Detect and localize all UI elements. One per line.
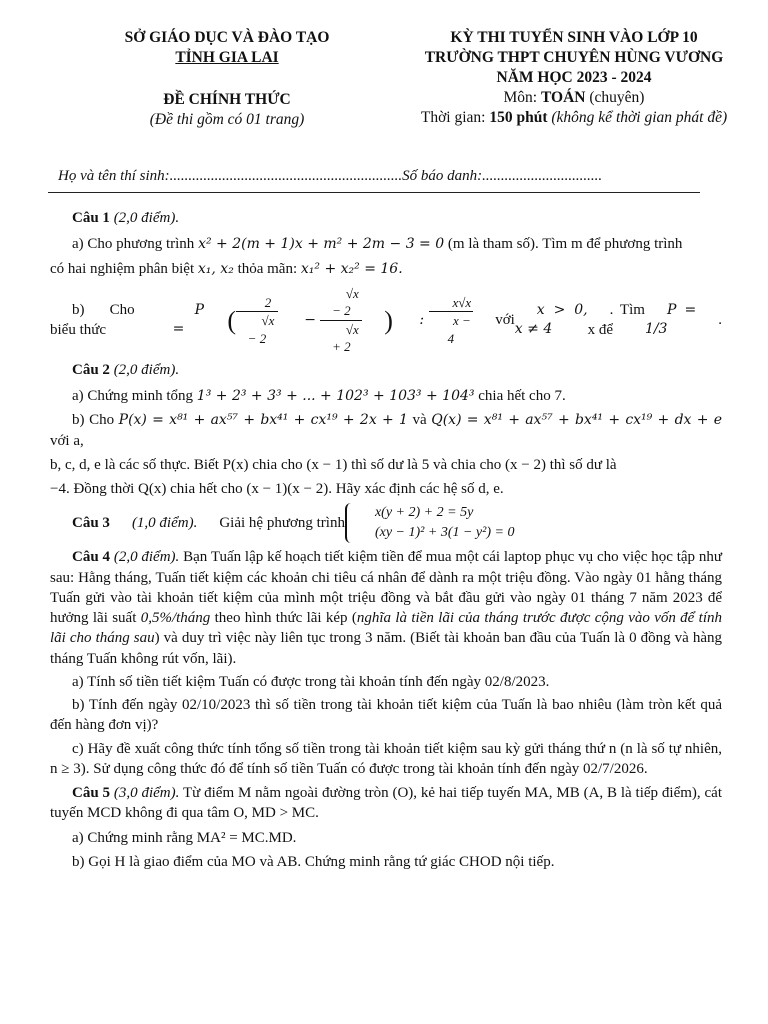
page-count-note: (Đề thi gồm có 01 trang) (149, 111, 305, 128)
q2-poly-q: Q(x) = x⁸¹ + ax⁵⁷ + bx⁴¹ + cx¹⁹ + dx + e (431, 412, 722, 429)
department-name: SỞ GIÁO DỤC VÀ ĐÀO TẠO (124, 29, 330, 46)
time-value: 150 phút (489, 109, 548, 126)
q1-equation: x² + 2(m + 1)x + m² + 2m − 3 = 0 (198, 236, 445, 253)
q1-condition: x₁² + x₂² = 16. (300, 260, 403, 277)
q1-part-b: b) Cho biểu thức P = ( $\frac{2}{√x - 2}$ − $\frac{√x - 2}{√x + 2}$ ) : $\frac{x√x}{x - 4}$ với x > 0, x ≠ 4 . Tìm x để P = 1/3 . (50, 285, 722, 355)
q1-fraction-1: $\frac{2}{√x - 2}$ (236, 294, 278, 348)
q4-part-b: b) Tính đến ngày 02/10/2023 thì số tiền trong tài khoản tiết kiệm của Tuấn là bao nhiêu (làm tròn kết quả đến hàng đơn vị)? (50, 697, 722, 734)
q2-sum: 1³ + 2³ + 3³ + ... + 102³ + 103³ + 104³ (196, 388, 475, 405)
q1-fraction-3: $\frac{x√x}{x - 4}$ (429, 294, 474, 348)
q2-part-b-line2: b, c, d, e là các số thực. Biết P(x) chia cho (x − 1) thì số dư là 5 và chia cho (x − 2) thì số dư là (50, 456, 617, 473)
q2-heading: Câu 2 (2,0 điểm). (72, 361, 180, 378)
q4-part-c: c) Hãy đề xuất công thức tính tổng số tiền trong tài khoản tiết kiệm sau kỳ gửi tháng thứ n (n là số tự nhiên, n ≥ 3). Sử dụng công thức đó để tính số tiền Tuấn có được trong tài khoản tính đến ngày 02/7/2026. (50, 740, 722, 777)
q1-fraction-2: $\frac{√x - 2}{√x + 2}$ (320, 285, 362, 356)
header (52, 0, 728, 160)
q4-intro: Câu 4 (2,0 điểm). Bạn Tuấn lập kế hoạch tiết kiệm tiền để mua một cái laptop phục vụ cho việc học tập như sau: Hằng tháng, Tuấn tiết kiệm các khoản chi tiêu cá nhân để dành ra một triệu đồng. Vào ngày 01 hằng tháng Tuấn gửi vào tài khoản tiết kiệm của mình một triệu đồng và bắt đầu gửi vào ngày 01 tháng 7 năm 2023 để hưởng lãi suất 0,5%/tháng theo hình thức lãi kép (nghĩa là tiền lãi của tháng trước được cộng vào vốn để tính lãi cho tháng sau) và duy trì việc này liên tục trong 3 năm. (Biết tài khoản ban đầu của Tuấn là 0 đồng và hàng tháng Tuấn không rút vốn, lãi). (50, 549, 723, 667)
q1-part-a-cont: có hai nghiệm phân biệt x₁, x₂ thỏa mãn: x₁² + x₂² = 16. (50, 260, 403, 277)
q3: Câu 3 (1,0 điểm). Giải hệ phương trình x(y + 2) + 2 = 5y (xy − 1)² + 3(1 − y²) = 0 (50, 503, 722, 543)
q5-part-b: b) Gọi H là giao điểm của MO và AB. Chứng minh rằng tứ giác CHOD nội tiếp. (72, 853, 555, 870)
official-label: ĐỀ CHÍNH THỨC (163, 91, 291, 108)
province-name: TỈNH GIA LAI (175, 49, 279, 66)
q1-part-a: a) Cho phương trình x² + 2(m + 1)x + m² + 2m − 3 = 0 (m là tham số). Tìm m để phương trình (72, 236, 683, 253)
school-year: NĂM HỌC 2023 - 2024 (496, 69, 652, 86)
q1-target: P = 1/3 (644, 302, 697, 338)
header-left (92, 28, 362, 130)
q2-part-b-line3: −4. Đồng thời Q(x) chia hết cho (x − 1)(x − 2). Hãy xác định các hệ số d, e. (50, 481, 504, 498)
exam-body (50, 208, 722, 875)
q3-system: x(y + 2) + 2 = 5y (xy − 1)² + 3(1 − y²) = 0 (345, 503, 514, 543)
q2-part-b: b) Cho P(x) = x⁸¹ + ax⁵⁷ + bx⁴¹ + cx¹⁹ + 2x + 1 và Q(x) = x⁸¹ + ax⁵⁷ + bx⁴¹ + cx¹⁹ + dx + e với a, (50, 412, 722, 449)
subject-value: TOÁN (540, 89, 586, 106)
q5-part-a: a) Chứng minh rằng MA² = MC.MD. (72, 829, 297, 846)
q5-intro: Câu 5 (3,0 điểm). Từ điểm M nằm ngoài đường tròn (O), kẻ hai tiếp tuyến MA, MB (A, B là tiếp điểm), cát tuyến MCD không đi qua tâm O, MD > MC. (50, 785, 722, 822)
q2-part-a: a) Chứng minh tổng 1³ + 2³ + 3³ + ... + 102³ + 103³ + 104³ chia hết cho 7. (72, 388, 566, 405)
subject-line: Môn: TOÁN (chuyên) (503, 89, 645, 106)
time-line: Thời gian: 150 phút (không kể thời gian phát đề) (420, 109, 728, 126)
q4-part-a: a) Tính số tiền tiết kiệm Tuấn có được trong tài khoản tính đến ngày 02/8/2023. (72, 673, 550, 690)
header-right (374, 28, 768, 128)
q4-rate: 0,5%/tháng (140, 610, 211, 627)
q2-poly-p: P(x) = x⁸¹ + ax⁵⁷ + bx⁴¹ + cx¹⁹ + 2x + 1 (118, 412, 408, 429)
exam-title: KỲ THI TUYỂN SINH VÀO LỚP 10 (450, 29, 698, 46)
header-divider (48, 192, 700, 193)
candidate-info-line: Họ và tên thí sinh:..............................................................Số báo danh:................................ (58, 168, 603, 184)
q1-heading: Câu 1 (2,0 điểm). (72, 210, 180, 226)
school-name: TRƯỜNG THPT CHUYÊN HÙNG VƯƠNG (424, 49, 724, 66)
